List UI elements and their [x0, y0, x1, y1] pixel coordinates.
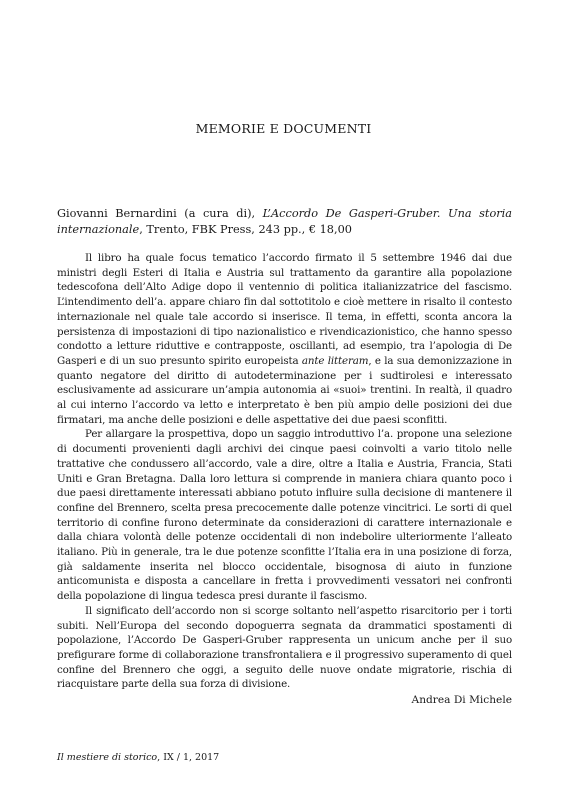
book-publication: Trento, FBK Press, 243 pp., € 18,00	[146, 223, 352, 236]
review-signature: Andrea Di Michele	[411, 694, 512, 707]
review-body	[57, 251, 512, 708]
footer-journal: Il mestiere di storico	[57, 752, 158, 763]
review-paragraph-1	[57, 251, 512, 427]
review-paragraph-3: Il significato dell’accordo non si scorge soltanto nell’aspetto risarcitorio per i torti subiti. Nell’Europa del secondo dopoguerra segnata da drammatici spostamenti di popolazione, l’Accordo De Gasperi-Gruber rappresenta un unicum anche per il suo prefigurare forme di collaborazione transfrontaliera e il progressivo superamento di quel confine del Brennero che oggi, a seguito delle nuove ondate migratorie, rischia di riacquistare parte della sua forza di divisione.	[57, 604, 512, 691]
review-p1-text-a: Il libro ha quale focus tematico l’accordo firmato il 5 settembre 1946 dai due ministri degli Esteri di Italia e Austria sul trattamento da garantire alla popolazione tedescofona dell’Alto Adige dopo il ventennio di politica italianizzatrice del fascismo. L’intendimento dell’a. appare chiaro fin dal sottotitolo e cioè mettere in risalto il contesto internazionale nel quale tale accordo si inserisce. Il tema, in effetti, sconta ancora la persistenza di impostazioni di tipo nazionalistico e rivendicazionistico, che hanno spesso condotto a letture riduttive e contrapposte, oscillanti, ad esempio, tra l’apologia di De Gasperi e di un suo presunto spirito europeista	[57, 252, 512, 367]
review-p1-text-b: , e la sua demonizzazione in quanto negatore del diritto di autodeterminazione per i sudtirolesi e interessato esclusivamente ad assicurare un’ampia autonomia ai «suoi» trentini. In realtà, il quadro al cui interno l’accordo va letto e interpretato è ben più ampio delle posizioni dei due firmatari, ma anche delle posizioni e delle aspettative dei due paesi sconfitti.	[57, 354, 513, 426]
page-footer	[57, 752, 219, 763]
review-paragraph-2: Per allargare la prospettiva, dopo un saggio introduttivo l’a. propone una selezione di documenti provenienti dagli archivi dei cinque paesi coinvolti a vario titolo nelle trattative che condussero all’accordo, vale a dire, oltre a Italia e Austria, Francia, Stati Uniti e Gran Bretagna. Dalla loro lettura si comprende in maniera chiara quanto poco i due paesi direttamente interessati abbiano potuto influire sulla decisione di mantenere il confine del Brennero, scelta presa precocemente dalle potenze vincitrici. Le sorti di quel territorio di confine furono determinate da considerazioni di carattere internazionale e dalla chiara volontà delle potenze occidentali di non indebolire ulteriormente l’alleato italiano. Più in generale, tra le due potenze sconfitte l’Italia era in una posizione di forza, già saldamente inserita nel blocco occidentale, bisognosa di aiuto in funzione anticomunista e disposta a cancellare in fretta i provvedimenti vessatori nei confronti della popolazione di lingua tedesca presi durante il fascismo.	[57, 428, 512, 603]
book-author: Giovanni Bernardini (a cura di),	[57, 207, 256, 220]
page-title: MEMORIE E DOCUMENTI	[195, 121, 372, 136]
book-title: L’Accordo De Gasperi-Gruber. Una storia internazionale	[57, 207, 512, 236]
review-p1-italic: ante litteram	[301, 354, 369, 367]
book-title-separator: ,	[139, 223, 143, 236]
footer-issue: , IX / 1, 2017	[157, 752, 220, 763]
book-reference	[57, 206, 512, 238]
